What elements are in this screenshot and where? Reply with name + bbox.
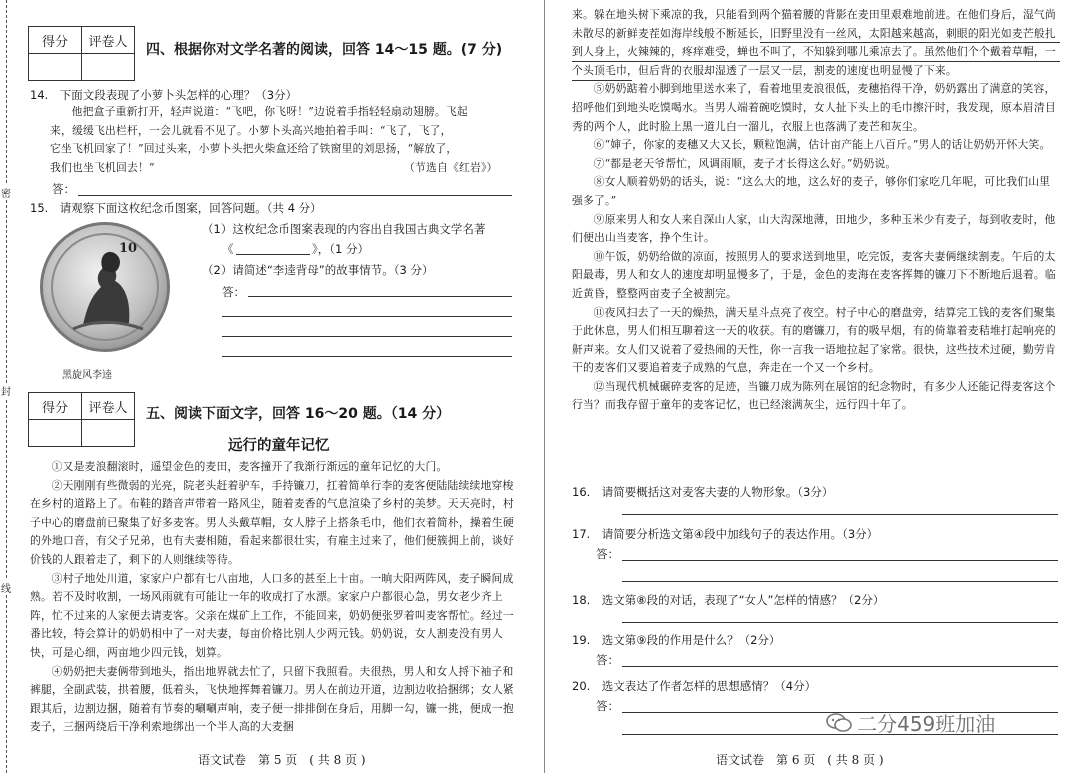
highlight-underline xyxy=(572,80,632,81)
page-divider xyxy=(544,0,545,773)
q14-passage-line: 它坐飞机回家了！”回过头来，小萝卜头把火柴盒还给了铁窗里的刘思扬，“解放了， xyxy=(50,142,458,156)
q17-prompt: 17. 请简要分析选文第④段中加线句子的表达作用。（3分） xyxy=(572,527,879,541)
article-paragraph: ③村子地处川道，家家户户都有七八亩地，人口多的甚至上十亩。一晌大阳两阵风，麦子瞬间成熟。若不及时收割，一场风雨就有可能让一年的收成打了水漂。家家户户都很心急，男女老少齐上阵，忙不过来的人家便去请麦客。父亲在煤矿上工作，不能回来，奶奶便张罗着叫麦客帮忙。经过一番比较，特会算计的奶奶相中了一对夫妻，每亩价格比别人少两元钱。奶奶说，女人割麦没有男人快，可是心细，两亩地少四元钱，划算。 xyxy=(30,571,514,659)
article-paragraph: ⑩午饭，奶奶给做的凉面，按照男人的要求送到地里，吃完饭，麦客夫妻俩继续割麦。午后的太阳最毒，男人和女人的速度却明显慢多了，于是，金色的麦海在麦客挥舞的镰刀下不断地后退着。临近黄昏，整整两亩麦子全被割完。 xyxy=(572,249,1056,300)
article-body-left xyxy=(30,458,516,737)
article-paragraph: ⑥“婶子，你家的麦穗又大又长，颗粒饱满，估计亩产能上八百斤。”男人的话让奶奶开怀大笑。 xyxy=(593,138,1051,152)
margin-mark-line: 线 xyxy=(0,580,12,595)
article-body-right xyxy=(572,6,1060,415)
article-paragraph-text: 来。躲在地头树下乘凉的我，只能看到两个猫着腰的背影在麦田里艰难地前进。在他们身后，湿气尚未散尽的新鲜麦茬如海岸线般不断延长，旧野里没有一丝风，太阳越来越高，刺眼的阳光如麦芒般扎到人身上，火辣辣的，疼痒难受，蝉也不叫了，不知躲到哪儿乘凉去了。虽然他们个个戴着草帽，一个头顶毛巾，但后背的衣服却湿透了一层又一层，割麦的速度也明显慢了下来。 xyxy=(572,8,1056,77)
margin-mark-fold: 封 xyxy=(0,383,12,398)
page-footer-left: 语文试卷 第 5 页 ( 共 8 页 ) xyxy=(198,753,366,767)
q15-answer-line[interactable] xyxy=(222,356,512,357)
grader-cell[interactable] xyxy=(82,420,135,447)
article-paragraph: ⑪夜风扫去了一天的燥热，满天星斗点亮了夜空。村子中心的磨盘旁，结算完工钱的麦客们聚集于此休息，男人们相互聊着这一天的收获。有的磨镰刀，有的吸早烟，有的倚靠着麦秸堆打起响亮的鼾声来。女人们又说着了爱热闹的天性，你一言我一语地拉起了家常。很快，这些技术过硬，勤劳肯干的麦客们又要追着麦子成熟的气息，奔走在一个又一个乡村。 xyxy=(572,305,1056,375)
q16-answer-line[interactable] xyxy=(622,514,1058,515)
article-paragraph: ②天刚刚有些微弱的光亮，院老头赶着驴车，手持镰刀，扛着简单行李的麦客便陆陆续续地穿梭在乡村的道路上了。布鞋的踏音声带着一路风尘，随着麦香的气息渲染了乡村的美梦。天天亮时，村子中心的磨盘前已聚集了好多麦客。男人头戴草帽，女人脖子上搭条毛巾，他们衣着简朴，操着生硬的外地口音，有父子兄弟，也有夫妻相随，看起来都很壮实，有雇主过来了，他们便簇拥上前，谈好价钱的人跟着走了，剩下的人则继续等待。 xyxy=(30,478,514,566)
grader-label: 评卷人 xyxy=(82,27,135,54)
article-paragraph: ④奶奶把夫妻俩带到地头，指出地界就去忙了，只留下我照看。夫很热，男人和女人捋下袖子和裤腿，全副武装，拱着腰，低着头，飞快地挥舞着镰刀。男人在前边开道，边割边收拾捆绑；女人紧跟其后，边割边捆，随着有节奏的唰唰声响，麦子便一排排倒在身后，用脚一勾，镰一挑，便成一抱麦子，三捆两绕后干净利索地绑出一个半人高的大麦捆 xyxy=(30,664,514,734)
article-paragraph: ①又是麦浪翻滚时，遥望金色的麦田，麦客撞开了我渐行渐远的童年记忆的大门。 xyxy=(51,460,448,473)
wechat-icon xyxy=(826,712,852,734)
q14-passage-line: 他把盒子重新打开，轻声说道：“飞吧，你飞呀！”边说着手指轻轻扇动翅膀。飞起 xyxy=(71,105,468,118)
q18-prompt: 18. 选文第⑧段的对话，表现了“女人”怎样的情感？（2分） xyxy=(572,593,885,607)
q18-answer-line[interactable] xyxy=(622,622,1058,623)
q14-passage-line: 来，缓缓飞出栏杆，一会儿就看不见了。小萝卜头高兴地拍着手叫：“飞了，飞了， xyxy=(50,123,452,137)
q19-prompt: 19. 选文第⑨段的作用是什么？（2分） xyxy=(572,633,781,647)
score-cell[interactable] xyxy=(29,54,82,81)
section5-title: 五、阅读下面文字，回答 16～20 题。（14 分） xyxy=(146,406,451,422)
article-paragraph xyxy=(572,6,1060,80)
q19-answer-line[interactable] xyxy=(622,666,1058,667)
q19-answer-label: 答： xyxy=(596,653,619,667)
article-paragraph: ⑦“都是老天爷帮忙，风调雨顺，麦子才长得这么好。”奶奶说。 xyxy=(593,156,897,170)
q15-answer-label: 答： xyxy=(222,285,245,299)
highlight-underline xyxy=(760,42,1060,43)
grader-cell[interactable] xyxy=(82,54,135,81)
q15-answer-line[interactable] xyxy=(222,336,512,337)
article-paragraph: ⑤奶奶踮着小脚到地里送水来了，看着地里麦浪很低，麦穗掐得干净，奶奶露出了满意的笑容，招呼他们到地头吃馍喝水。当男人端着碗吃馍时，女人扯下头上的毛巾擦汗时，我发现，原本眉清目秀的两个人，此时脸上黑一道儿白一溜儿，衣服上也落满了麦芒和灰尘。 xyxy=(572,82,1056,133)
watermark xyxy=(826,708,995,737)
coin-figure-icon xyxy=(43,225,167,349)
q17-answer-line[interactable] xyxy=(622,581,1058,582)
coin-value: 10 xyxy=(119,241,138,256)
highlight-underline xyxy=(572,61,1060,62)
article-paragraph: ⑫当现代机械碾碎麦客的足迹，当镰刀成为陈列在展馆的纪念物时，有多少人还能记得麦客这个行当？而我存留于童年的麦客记忆，也已经滚满灰尘，远行四十年了。 xyxy=(572,379,1056,412)
article-title: 远行的童年记忆 xyxy=(228,438,330,454)
q15-prompt: 15. 请观察下面这枚纪念币图案，回答问题。（共 4 分） xyxy=(30,201,322,215)
score-label: 得分 xyxy=(29,393,82,420)
article-paragraph: ⑧女人顺着奶奶的话头，说：“这么大的地，这么好的麦子，够你们家吃几年呢，可比我们山里强多了。” xyxy=(572,175,1051,207)
commemorative-coin xyxy=(40,222,170,352)
q17-answer-label: 答： xyxy=(596,547,619,561)
q17-answer-line[interactable] xyxy=(622,560,1058,561)
q14-answer-line[interactable] xyxy=(78,195,512,196)
q14-answer-label: 答： xyxy=(52,182,75,196)
score-box-section4 xyxy=(28,26,135,81)
score-box-section5 xyxy=(28,392,135,447)
q16-prompt: 16. 请简要概括这对麦客夫妻的人物形象。（3分） xyxy=(572,485,834,499)
grader-label: 评卷人 xyxy=(82,393,135,420)
article-paragraph: ⑨原来男人和女人来自深山人家，山大沟深地薄，田地少，多种玉米少有麦子，每到收麦时，他们便出山当麦客，挣个生计。 xyxy=(572,212,1056,245)
q14-prompt: 14. 下面文段表现了小萝卜头怎样的心理？（3分） xyxy=(30,88,298,102)
q15-sub2: （2）请简述“李逵背母”的故事情节。（3 分） xyxy=(202,263,434,277)
margin-mark-seal: 密 xyxy=(0,185,12,200)
q15-sub1-blank[interactable] xyxy=(236,254,310,255)
q20-prompt: 20. 选文表达了作者怎样的思想感情？（4分） xyxy=(572,679,817,693)
watermark-text: 二分459班加油 xyxy=(857,712,996,736)
q15-sub1-a: （1）这枚纪念币图案表现的内容出自我国古典文学名著 xyxy=(202,222,486,236)
q14-passage-line: 我们也坐飞机回去！” xyxy=(50,160,155,174)
q15-answer-line[interactable] xyxy=(222,316,512,317)
score-label: 得分 xyxy=(29,27,82,54)
q15-sub1-b: 《 xyxy=(222,242,234,256)
q15-answer-line[interactable] xyxy=(248,296,512,297)
coin-caption: 黑旋风李逵 xyxy=(62,370,112,381)
section4-title: 四、根据你对文学名著的阅读，回答 14～15 题。(7 分) xyxy=(146,42,503,58)
page-footer-right: 语文试卷 第 6 页 ( 共 8 页 ) xyxy=(716,753,884,767)
q20-answer-label: 答： xyxy=(596,699,619,713)
q14-source: （节选自《红岩》） xyxy=(404,161,498,174)
q15-sub1-c: 》，（1 分） xyxy=(312,242,369,256)
score-cell[interactable] xyxy=(29,420,82,447)
